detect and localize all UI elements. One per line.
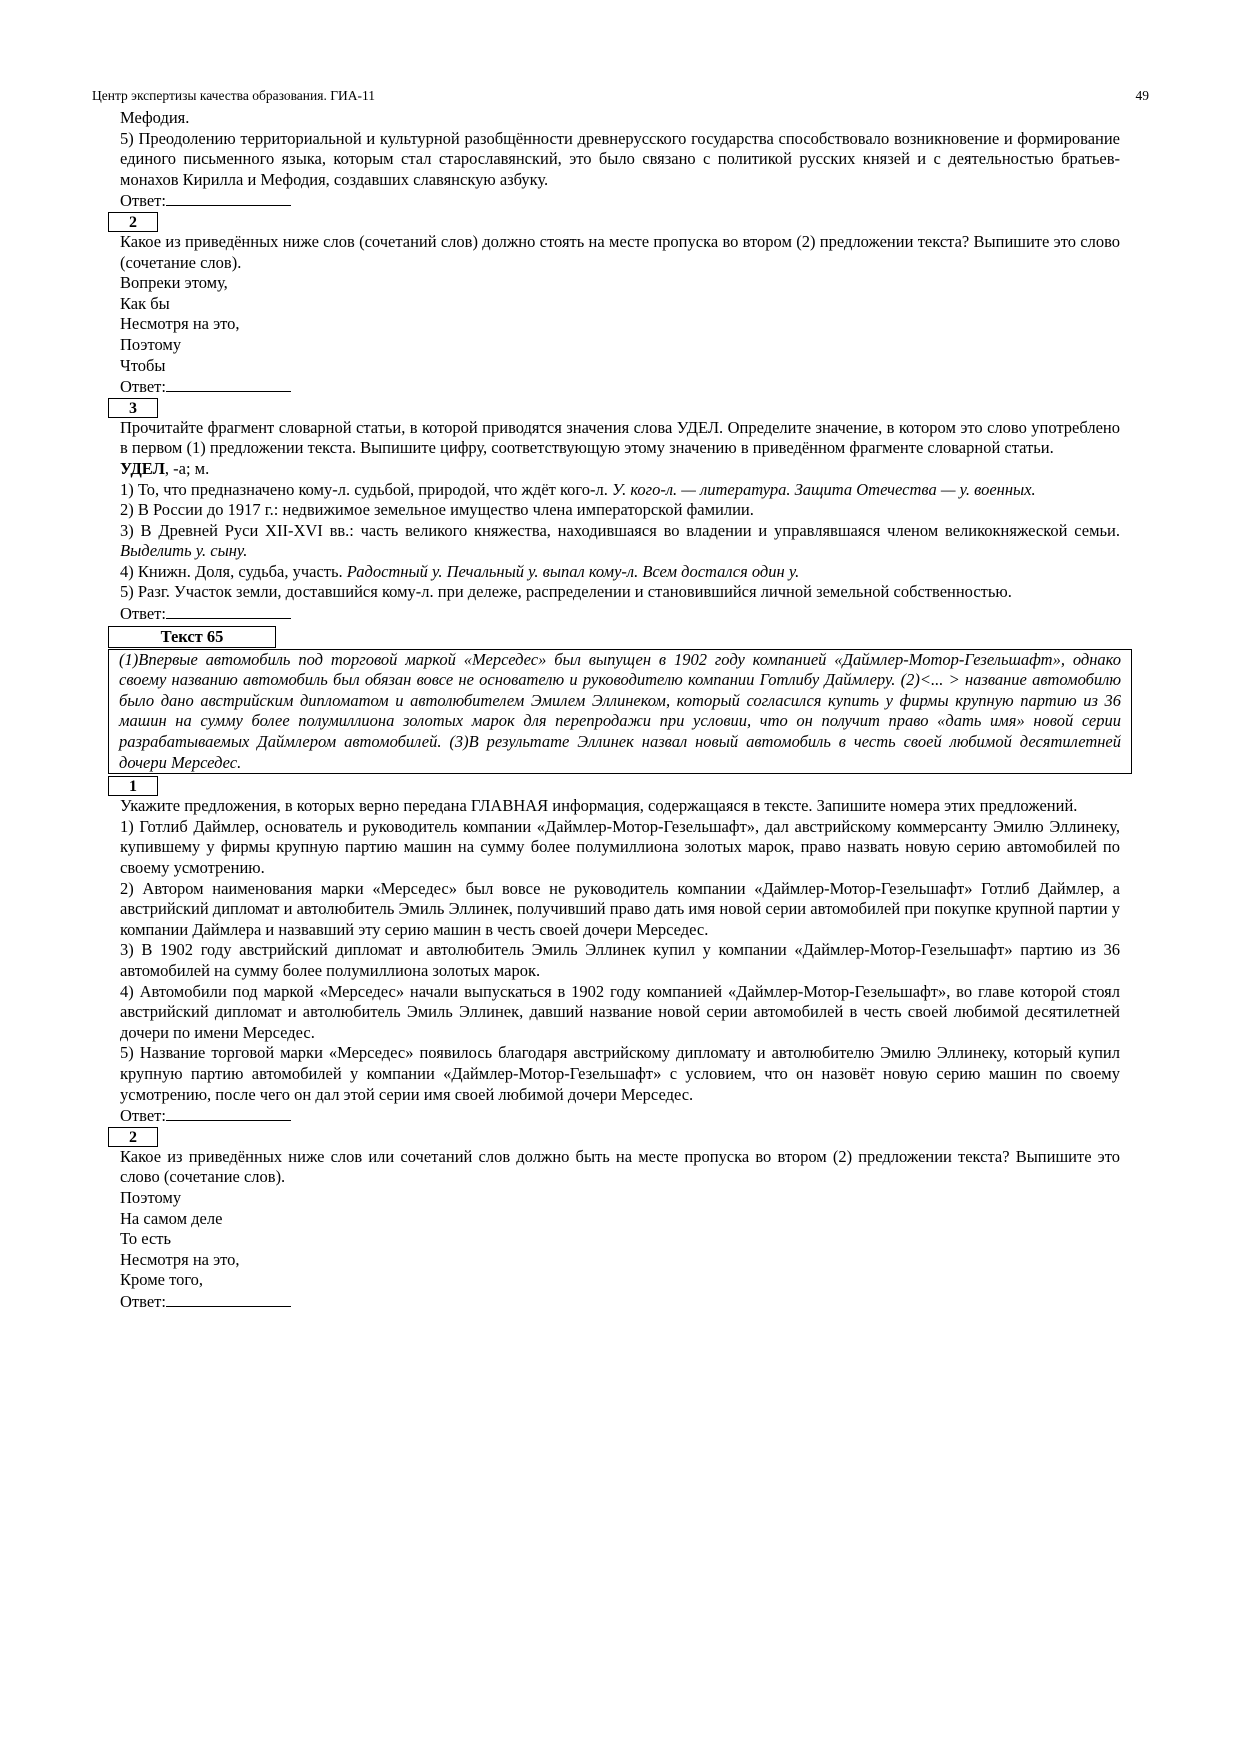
answer-field[interactable] [120, 190, 1120, 212]
page-header [92, 88, 1149, 104]
task-number-box: 2 [108, 1127, 158, 1147]
text-title-box: Текст 65 [108, 626, 276, 648]
definition-2: 2) В России до 1917 г.: недвижимое земельное имущество члена императорской фамилии. [120, 500, 754, 520]
answer-field[interactable] [120, 376, 1120, 398]
task-question: Какое из приведённых ниже слов или сочетаний слов должно быть на месте пропуска во втором (2) предложении текста? Выпишите это слово (сочетание слов). [120, 1146, 1120, 1187]
header-title: Центр экспертизы качества образования. ГИА-11 [92, 88, 375, 103]
answer-option: Поэтому [120, 1187, 182, 1207]
task-question: Какое из приведённых ниже слов (сочетаний слов) должно стоять на месте пропуска во втором (2) предложении текста? Выпишите это слово (сочетание слов). [120, 231, 1120, 272]
option-item: 3) В 1902 году австрийский дипломат и автолюбитель Эмиль Эллинек купил у компании «Даймлер-Мотор-Гезельшафт» партию из 36 автомобилей на сумму более полумиллиона золотых марок. [120, 940, 1120, 980]
page-content [120, 108, 1120, 1312]
answer-option: Несмотря на это, [120, 1249, 240, 1269]
option-item: 4) Автомобили под маркой «Мерседес» начали выпускаться в 1902 году компанией «Даймлер-Мотор-Гезельшафт», во главе которой стоял австрийский дипломат и автолюбитель Эмиль Эллинек, давший название новой серии автомобилей в честь своей любимой десятилетней дочери по имени Мерседес. [120, 981, 1120, 1042]
reading-text-box: (1)Впервые автомобиль под торговой маркой «Мерседес» был выпущен в 1902 году компанией «Даймлер-Мотор-Гезельшафт», однако своему названию автомобиль был обязан вовсе не основателю и руководителю компании Готлибу Даймлеру. (2)<... > название автомобилю было дано австрийским дипломатом и автолюбителем Эмилем Эллинеком, который согласился купить у фирмы крупную партию из 36 машин на сумму более полумиллиона золотых марок для перепродажи при условии, что он получит право «дать имя» новой серии разрабатываемых Даймлером автомобилей. (3)В результате Эллинек назвал новый автомобиль в честь своей любимой десятилетней дочери Мерседес. [108, 649, 1132, 775]
definition-4 [120, 562, 1120, 583]
answer-line[interactable] [166, 1105, 291, 1121]
definition-example: Радостный у. Печальный у. выпал кому-л. Всем достался один у. [346, 561, 800, 581]
definition-text: 3) В Древней Руси XII-XVI вв.: часть великого княжества, находившаяся во владении и управлявшаяся членом великокняжеской семьи. [120, 520, 1120, 540]
option-item: 2) Автором наименования марки «Мерседес» был вовсе не руководитель компании «Даймлер-Мотор-Гезельшафт» Готлиб Даймлер, а австрийский дипломат и автолюбитель Эмиль Эллинек, получивший право дать имя новой серии автомобилей при покупке крупной партии у компании Даймлера и назвавший эту серию машин в честь своей дочери Мерседес. [120, 878, 1120, 939]
answer-option: Несмотря на это, [120, 314, 240, 334]
option-item: 5) Название торговой марки «Мерседес» появилось благодаря австрийскому дипломату и автолюбителю Эмилю Эллинеку, который купил крупную партию автомобилей у компании «Даймлер-Мотор-Гезельшафт» с условием, что он назовёт новую серию машин по своему усмотрению, после чего он дал этой серии имя своей любимой дочери Мерседес. [120, 1043, 1120, 1104]
task-question: Укажите предложения, в которых верно передана ГЛАВНАЯ информация, содержащаяся в тексте. Запишите номера этих предложений. [120, 796, 1078, 816]
answer-label: Ответ: [120, 191, 166, 211]
task-number-box: 3 [108, 398, 158, 418]
answer-label: Ответ: [120, 604, 166, 624]
option-item-5: 5) Преодолению территориальной и культурной разобщённости древнерусского государства способствовало возникновение и формирование единого письменного языка, которым стал старославянский, это было связано с политикой русских князей и с деятельностью братьев-монахов Кирилла и Мефодия, создавших славянскую азбуку. [120, 128, 1120, 189]
answer-option: Как бы [120, 293, 170, 313]
task-question: Прочитайте фрагмент словарной статьи, в которой приводятся значения слова УДЕЛ. Определите значение, в котором это слово употреблено в первом (1) предложении текста. Выпишите цифру, соответствующую этому значению в приведённом фрагменте словарной статьи. [120, 417, 1120, 458]
definition-3 [120, 521, 1120, 562]
answer-option: То есть [120, 1229, 172, 1249]
answer-label: Ответ: [120, 1291, 166, 1311]
answer-label: Ответ: [120, 377, 166, 397]
answer-line[interactable] [166, 603, 291, 619]
option-item: 1) Готлиб Даймлер, основатель и руководитель компании «Даймлер-Мотор-Гезельшафт», дал австрийскому коммерсанту Эмилю Эллинеку, купившему у фирмы крупную партию машин на сумму более полумиллиона золотых марок, право назвать новую серию автомобилей по своему усмотрению. [120, 816, 1120, 877]
definition-1 [120, 480, 1120, 501]
answer-field[interactable] [120, 1291, 1120, 1313]
task-number-box: 2 [108, 212, 158, 232]
definition-example: Выделить у. сыну. [120, 541, 248, 561]
definition-text: 4) Книжн. Доля, судьба, участь. [120, 561, 347, 581]
answer-option: На самом деле [120, 1208, 223, 1228]
dictionary-headword-line [120, 459, 1120, 480]
dictionary-grammar: , -а; м. [164, 458, 210, 478]
definition-example: У. кого-л. — литература. Защита Отечества — у. военных. [612, 479, 1036, 499]
page-number: 49 [1135, 88, 1149, 103]
dictionary-headword: УДЕЛ [120, 458, 165, 478]
answer-option: Кроме того, [120, 1270, 204, 1290]
task-number-box: 1 [108, 776, 158, 796]
answer-line[interactable] [166, 376, 291, 392]
answer-field[interactable] [120, 603, 1120, 625]
answer-option: Чтобы [120, 355, 166, 375]
answer-line[interactable] [166, 1291, 291, 1307]
definition-5: 5) Разг. Участок земли, доставшийся кому-л. при дележе, распределении и становившийся личной земельной собственностью. [120, 582, 1012, 602]
answer-option: Вопреки этому, [120, 273, 228, 293]
answer-field[interactable] [120, 1105, 1120, 1127]
continuation-text: Мефодия. [120, 108, 190, 127]
answer-option: Поэтому [120, 334, 182, 354]
answer-label: Ответ: [120, 1106, 166, 1126]
definition-text: 1) То, что предназначено кому-л. судьбой, природой, что ждёт кого-л. [120, 479, 612, 499]
answer-line[interactable] [166, 190, 291, 206]
